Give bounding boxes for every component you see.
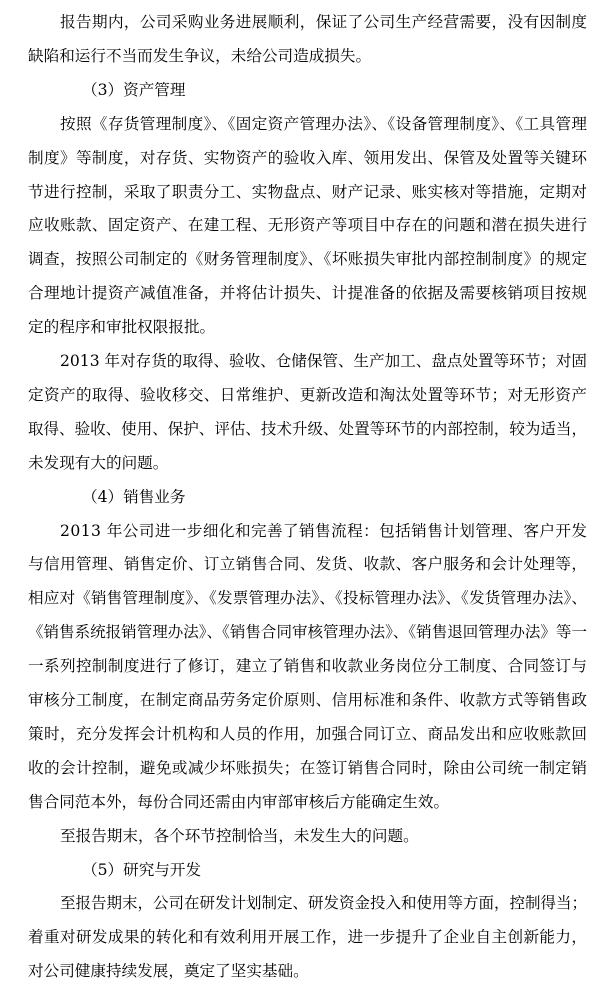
line-text: 节进行控制，采取了职责分工、实物盘点、财产记录、账实核对等措施，定期对 bbox=[28, 182, 588, 201]
paragraph-line bbox=[0, 110, 614, 138]
paragraph-line bbox=[0, 449, 614, 477]
paragraph-line bbox=[0, 788, 614, 816]
line-text: 与信用管理、销售定价、订立销售合同、发货、收款、客户服务和会计处理等， bbox=[28, 555, 588, 574]
line-text: （3）资产管理 bbox=[82, 80, 186, 99]
line-text: 一系列控制制度进行了修订，建立了销售和收款业务岗位分工制度、合同签订与 bbox=[28, 657, 588, 676]
paragraph-line bbox=[0, 923, 614, 951]
line-text: 缺陷和运行不当而发生争议，未给公司造成损失。 bbox=[28, 46, 372, 65]
paragraph-line bbox=[0, 889, 614, 917]
line-text: 相应对《销售管理制度》、《发票管理办法》、《投标管理办法》、《发货管理办法》、 bbox=[28, 589, 588, 608]
line-text: 策时，充分发挥会计机构和人员的作用，加强合同订立、商品发出和应收账款回 bbox=[28, 724, 588, 743]
paragraph-line bbox=[0, 42, 614, 70]
line-text: 未发现有大的问题。 bbox=[28, 453, 169, 472]
paragraph-line bbox=[0, 686, 614, 714]
line-text: 制度》等制度，对存货、实物资产的验收入库、领用发出、保管及处置等关键环 bbox=[28, 148, 588, 167]
paragraph-line bbox=[0, 517, 614, 545]
paragraph-line bbox=[0, 720, 614, 748]
line-text: 2013 年对存货的取得、验收、仓储保管、生产加工、盘点处置等环节；对固 bbox=[60, 352, 587, 370]
line-text: （4）销售业务 bbox=[82, 487, 186, 506]
paragraph-line bbox=[0, 822, 614, 850]
paragraph-line bbox=[0, 313, 614, 341]
line-text: 至报告期末，公司在研发计划制定、研发资金投入和使用等方面，控制得当； bbox=[60, 894, 587, 913]
line-text: 收的会计控制，避免或减少坏账损失；在签订销售合同时，除由公司统一制定销 bbox=[28, 758, 588, 777]
line-text: 应收账款、固定资产、在建工程、无形资产等项目中存在的问题和潜在损失进行 bbox=[28, 216, 588, 235]
line-text: 2013 年公司进一步细化和完善了销售流程：包括销售计划管理、客户开发 bbox=[60, 521, 588, 540]
paragraph-line bbox=[0, 618, 614, 646]
line-text: （5）研究与开发 bbox=[82, 860, 202, 879]
line-text: 《销售系统报销管理办法》、《销售合同审核管理办法》、《销售退回管理办法》等一 bbox=[28, 623, 587, 642]
section-heading bbox=[0, 856, 614, 884]
line-text: 报告期内，公司采购业务进展顺利，保证了公司生产经营需要，没有因制度 bbox=[60, 13, 588, 31]
line-text: 定的程序和审批权限报批。 bbox=[28, 318, 216, 337]
paragraph-line bbox=[0, 652, 614, 680]
paragraph-line bbox=[0, 754, 614, 782]
paragraph-line bbox=[0, 245, 614, 273]
line-text: 至报告期末，各个环节控制恰当，未发生大的问题。 bbox=[60, 826, 419, 845]
line-text: 着重对研发成果的转化和有效利用开展工作，进一步提升了企业自主创新能力， bbox=[28, 928, 588, 947]
paragraph-line bbox=[0, 381, 614, 409]
paragraph-line bbox=[0, 550, 614, 578]
section-heading bbox=[0, 483, 614, 511]
line-text: 按照《存货管理制度》、《固定资产管理办法》、《设备管理制度》、《工具管理 bbox=[60, 114, 588, 133]
line-text: 调查，按照公司制定的《财务管理制度》、《坏账损失审批内部控制制度》的规定 bbox=[28, 250, 588, 269]
paragraph-line bbox=[0, 347, 614, 375]
paragraph-line bbox=[0, 211, 614, 239]
paragraph-line bbox=[0, 957, 614, 985]
section-heading bbox=[0, 76, 614, 104]
line-text: 合理地计提资产减值准备，并将估计损失、计提准备的依据及需要核销项目按规 bbox=[28, 284, 588, 303]
paragraph-line bbox=[0, 584, 614, 612]
line-text: 审核分工制度，在制定商品劳务定价原则、信用标准和条件、收款方式等销售政 bbox=[28, 691, 588, 709]
line-text: 对公司健康持续发展，奠定了坚实基础。 bbox=[28, 962, 309, 981]
line-text: 售合同范本外，每份合同还需由内审部审核后方能确定生效。 bbox=[28, 792, 450, 811]
paragraph-line bbox=[0, 178, 614, 206]
line-text: 取得、验收、使用、保护、评估、技术升级、处置等环节的内部控制，较为适当， bbox=[28, 419, 587, 438]
paragraph-line bbox=[0, 279, 614, 307]
paragraph-line bbox=[0, 144, 614, 172]
line-text: 定资产的取得、验收移交、日常维护、更新改造和淘汰处置等环节；对无形资产 bbox=[28, 385, 588, 404]
paragraph-line bbox=[0, 415, 614, 443]
paragraph-line bbox=[0, 8, 614, 36]
